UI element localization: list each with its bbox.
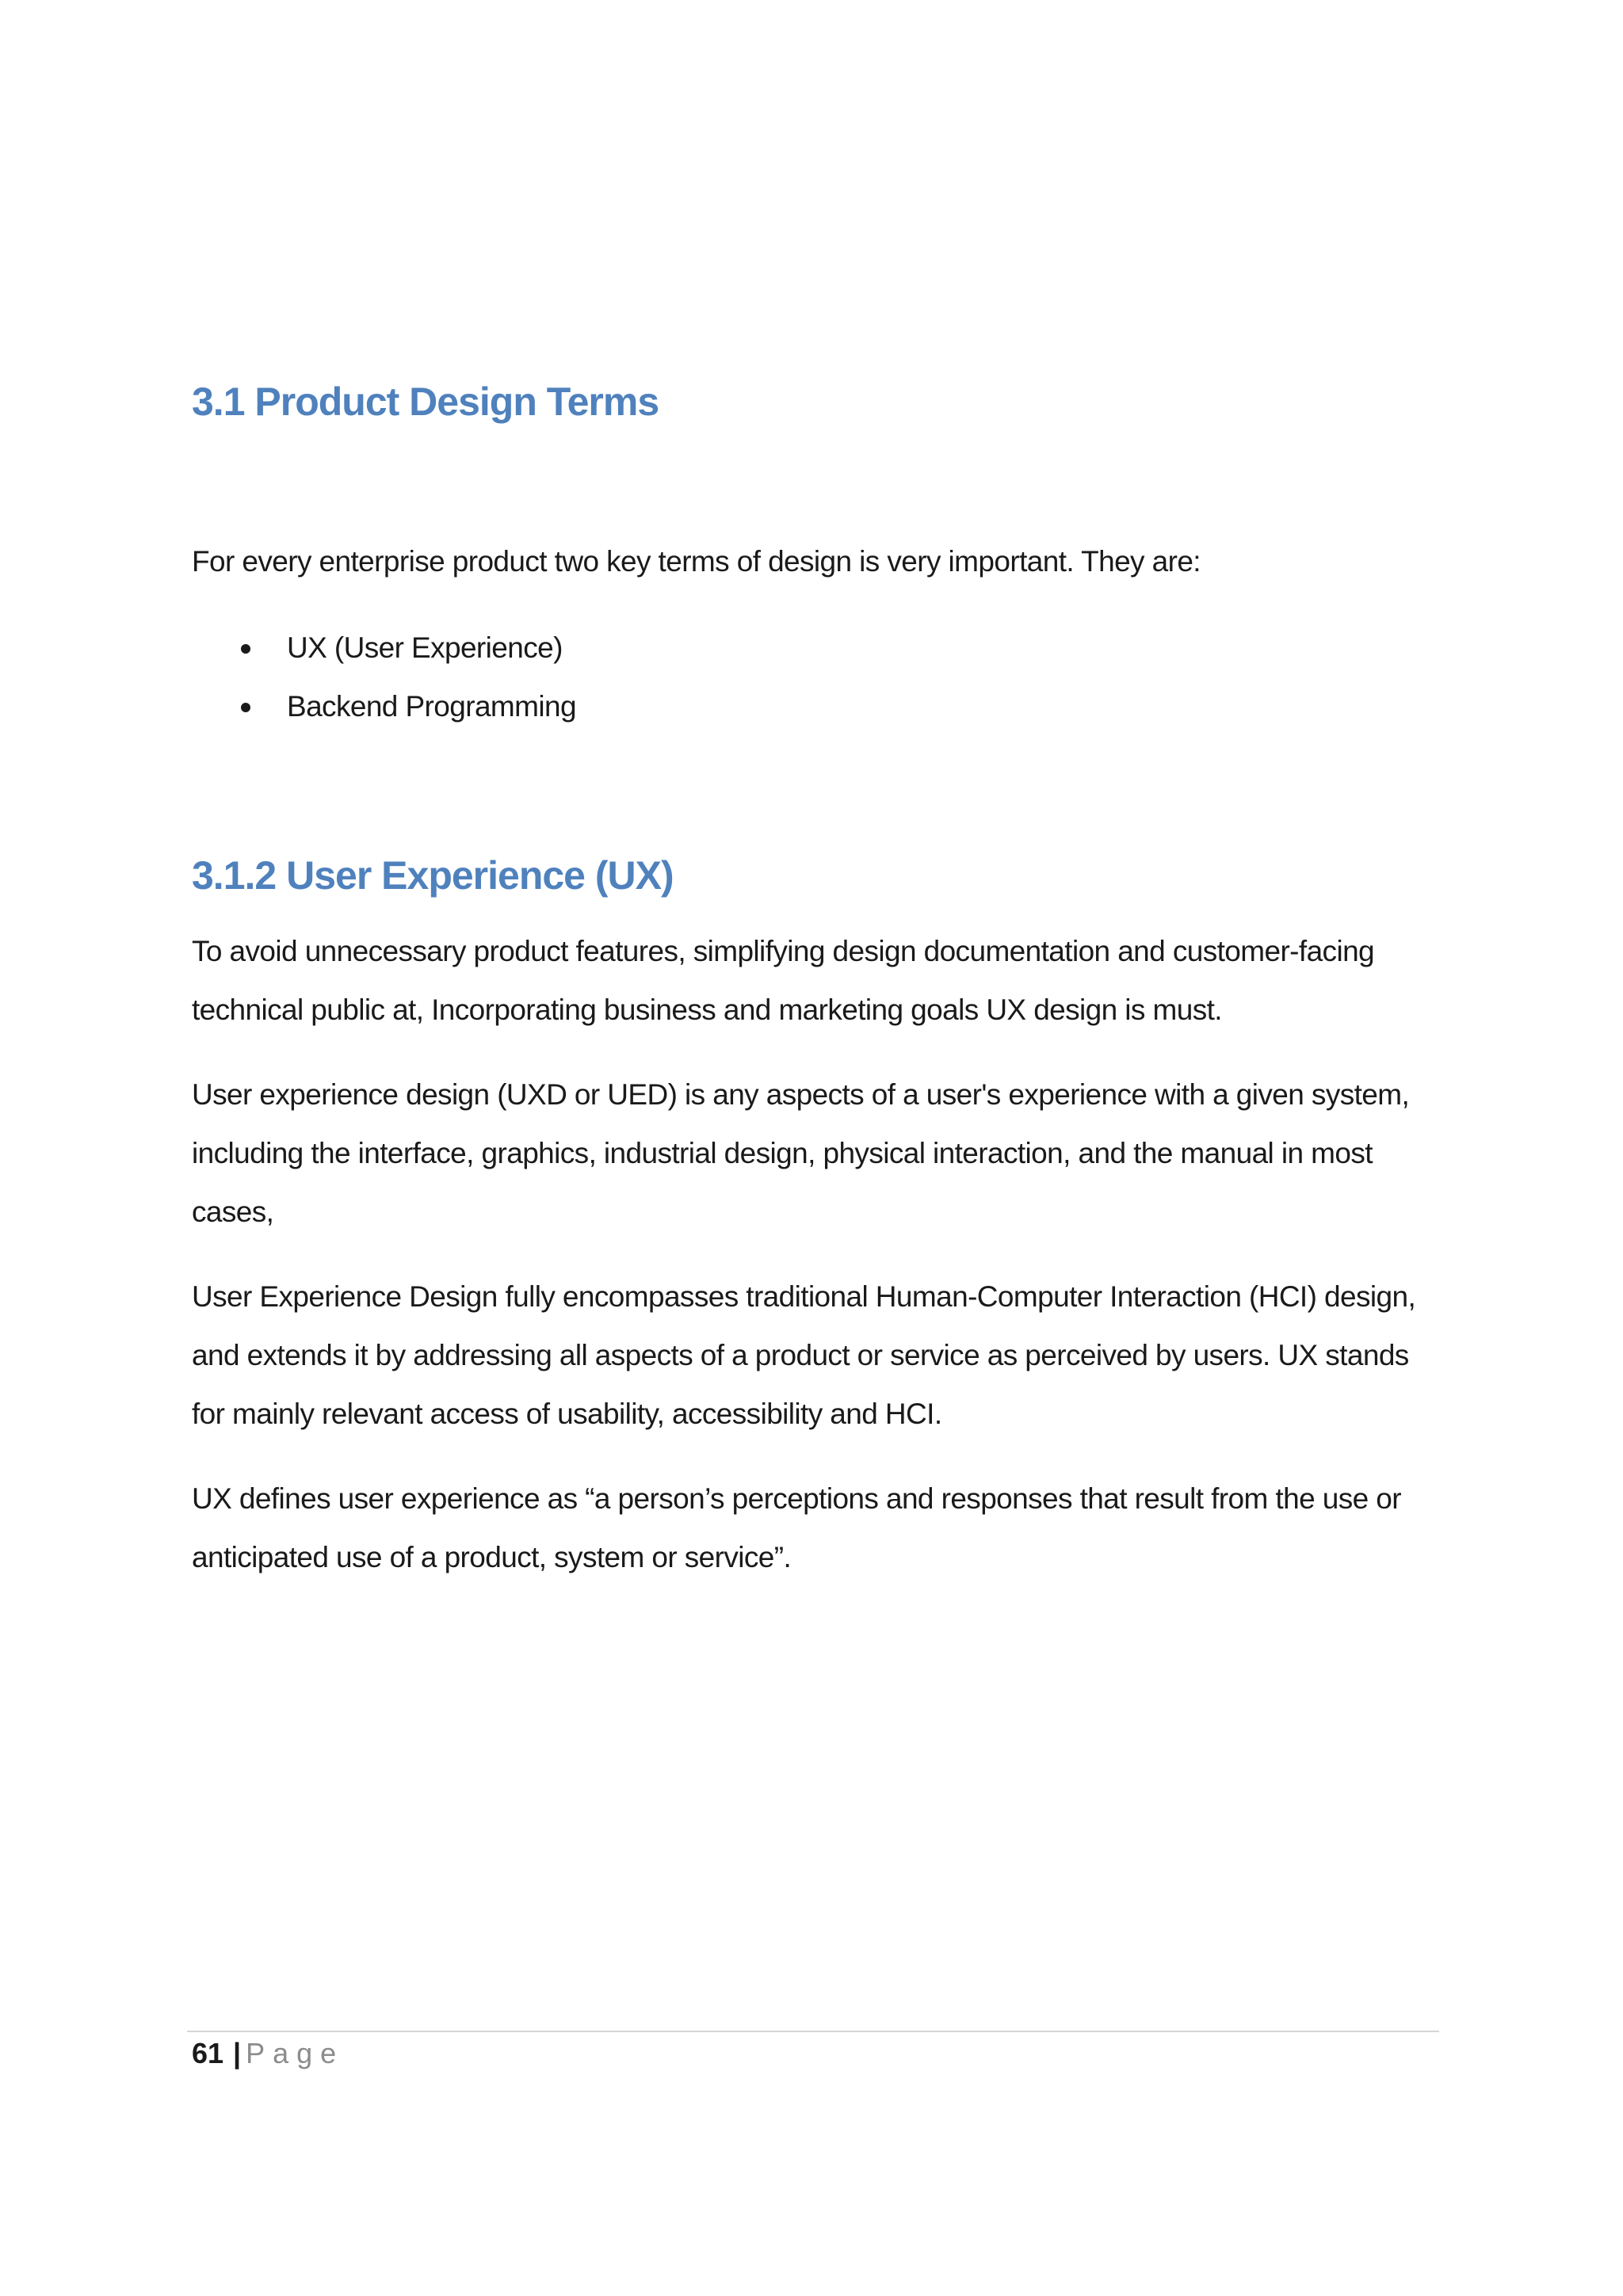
bullet-icon xyxy=(241,703,250,712)
body-paragraph: User experience design (UXD or UED) is any aspects of a user's experience with a given system, including the interface, graphics, industrial design, physical interaction, and the manual in most cases, xyxy=(192,1078,1410,1228)
subsection-heading: 3.1.2 User Experience (UX) xyxy=(192,853,674,898)
design-terms-list xyxy=(192,619,576,736)
body-paragraph: UX defines user experience as “a person’s perceptions and responses that result from the use or anticipated use of a product, system or service”. xyxy=(192,1482,1401,1573)
bullet-icon xyxy=(241,644,250,654)
list-item-label: Backend Programming xyxy=(287,690,576,723)
page-footer xyxy=(192,2032,344,2075)
body-paragraph: To avoid unnecessary product features, simplifying design documentation and customer-facing technical public at, Incorporating business and marketing goals UX design is must. xyxy=(192,935,1375,1026)
footer-divider xyxy=(187,2031,1439,2032)
section-heading: 3.1 Product Design Terms xyxy=(192,379,659,424)
intro-paragraph: For every enterprise product two key terms of design is very important. They are: xyxy=(192,545,1201,578)
list-item xyxy=(192,677,576,736)
page-label: Page xyxy=(246,2037,345,2069)
page-number: 61 xyxy=(192,2037,224,2069)
list-item xyxy=(192,619,576,677)
body-paragraph: User Experience Design fully encompasses traditional Human-Computer Interaction (HCI) design, and extends it by addressing all aspects of a product or service as perceived by users. UX stands for mainly relevant access of usability, accessibility and HCI. xyxy=(192,1280,1416,1430)
footer-separator: | xyxy=(233,2037,242,2069)
list-item-label: UX (User Experience) xyxy=(287,631,563,664)
